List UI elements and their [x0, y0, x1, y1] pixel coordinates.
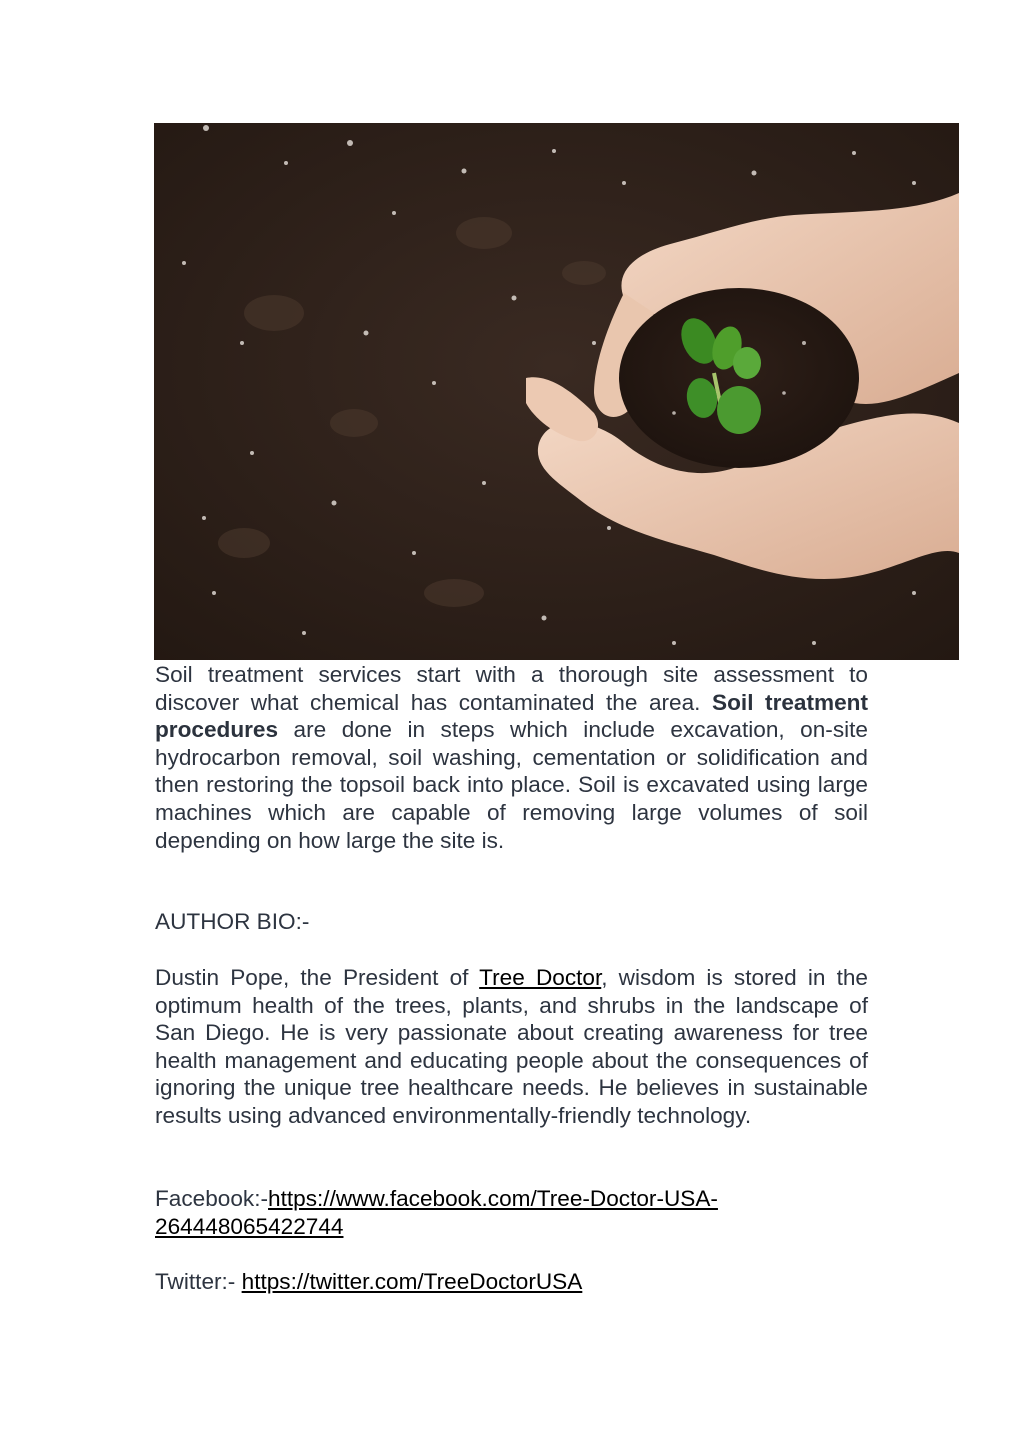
twitter-label: Twitter:- — [155, 1269, 242, 1294]
tree-doctor-link[interactable]: Tree Doctor — [479, 965, 602, 990]
facebook-label: Facebook:- — [155, 1186, 269, 1211]
twitter-line — [155, 1268, 582, 1296]
soil-treatment-paragraph — [155, 661, 868, 854]
author-bio-heading: AUTHOR BIO:- — [155, 909, 310, 934]
twitter-link[interactable]: https://twitter.com/TreeDoctorUSA — [241, 1269, 583, 1294]
facebook-link[interactable]: https://www.facebook.com/Tree-Doctor-USA-264448065422744 — [155, 1186, 718, 1239]
facebook-line — [155, 1185, 868, 1240]
bio-after-link: , wisdom is stored in the optimum health of the trees, plants, and shrubs in the landscape of San Diego. He is very passionate about creating awareness for tree health management and educating people about the consequences of ignoring the unique tree healthcare needs. He believes in sustainable results using advanced environmentally-friendly technology. — [155, 965, 868, 1128]
paragraph-intro: Soil treatment services start with a thorough site assessment to discover what chemical has contaminated the area. — [155, 662, 868, 715]
author-bio-paragraph — [155, 964, 868, 1130]
bold-phrase: Soil treatment procedures — [155, 689, 869, 743]
paragraph-rest: are done in steps which include excavation, on-site hydrocarbon removal, soil washing, cementation or solidification and then restoring the topsoil back into place. Soil is excavated using large machines which are capable of removing large volumes of soil depending on how large the site is. — [155, 717, 868, 853]
soil-hands-seedling-image — [154, 123, 959, 660]
bio-before-link: Dustin Pope, the President of — [155, 965, 480, 990]
